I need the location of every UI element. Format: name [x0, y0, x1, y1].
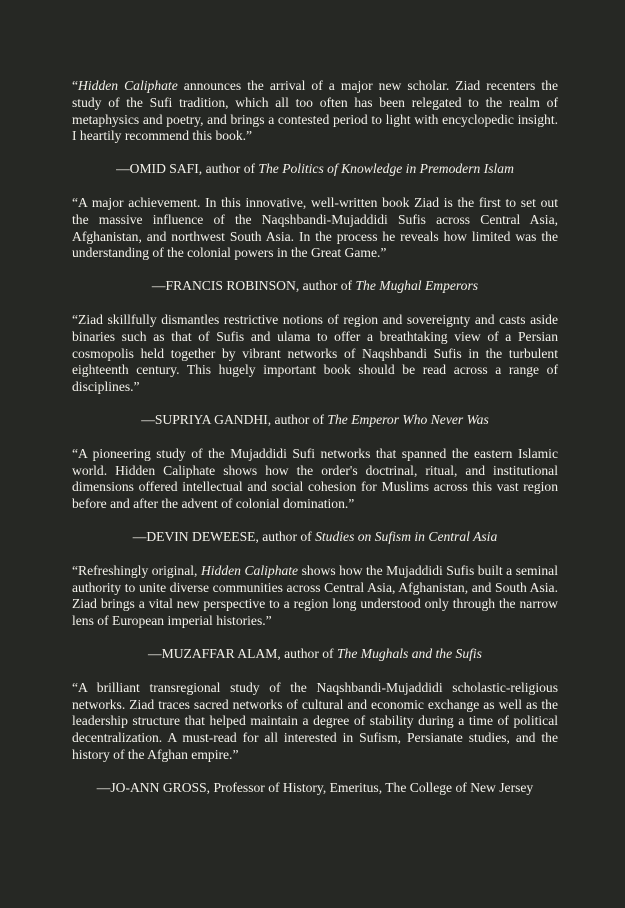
- endorsement-attribution: [72, 780, 558, 797]
- attribution-author: —JO-ANN GROSS, Professor of History, Emeritus, The College of New Jersey: [96, 779, 534, 795]
- endorsement-attribution: [72, 412, 558, 429]
- quote-open: “: [72, 78, 79, 93]
- quote-text: “A major achievement. In this innovative, well-written book Ziad is the first to set out the massive influence of the Naqshbandi-Mujaddidi Sufis across Central Asia, Afghanistan, and northwest South Asia. In the process he reveals how limited was the understanding of the colonial powers in the Great Game.”: [72, 194, 558, 261]
- quote-text: “A pioneering study of the Mujaddidi Sufi networks that spanned the eastern Islamic world. Hidden Caliphate shows how the order's doctrinal, ritual, and institutional dimensions offered intellectual and social cohesion for Muslims across this vast region before and after the advent of colonial domination.”: [72, 445, 558, 512]
- endorsement-attribution: [72, 161, 558, 178]
- endorsement-quote: [72, 195, 558, 262]
- quote-text: shows how the Mujaddidi Sufis built a seminal authority to unite diverse communities across Central Asia, Afghanistan, and South Asia. Ziad brings a vital new perspective to a region long understood only through the narrow lens of European imperial histories.”: [72, 562, 558, 629]
- endorsement-quote: [72, 312, 558, 396]
- attribution-book: The Politics of Knowledge in Premodern Islam: [258, 161, 514, 177]
- attribution-author: —MUZAFFAR ALAM, author of: [148, 645, 337, 661]
- attribution-book: The Mughal Emperors: [355, 278, 479, 294]
- attribution-author: —DEVIN DEWEESE, author of: [132, 528, 316, 544]
- endorsement-quote: [72, 78, 558, 145]
- attribution-author: —OMID SAFI, author of: [116, 161, 259, 177]
- attribution-book: Studies on Sufism in Central Asia: [315, 528, 498, 544]
- quote-text: “Ziad skillfully dismantles restrictive notions of region and sovereignty and casts aside binaries such as that of Sufis and ulama to offer a breathtaking view of a Persian cosmopolis held together by vibrant networks of Naqshbandi Sufis in the turbulent eighteenth century. This hugely important book should be read across a range of disciplines.”: [72, 311, 558, 395]
- quote-book-title: Hidden Caliphate: [78, 78, 178, 93]
- endorsement-attribution: [72, 278, 558, 295]
- quote-text: announces the arrival of a major new scholar. Ziad recenters the study of the Sufi tradition, which all too often has been relegated to the realm of metaphysics and poetry, and brings a contested period to light with encyclopedic insight. I heartily recommend this book.”: [72, 78, 558, 144]
- quote-open: “Refreshingly original,: [72, 562, 201, 578]
- attribution-author: —FRANCIS ROBINSON, author of: [151, 278, 356, 294]
- quote-book-title: Hidden Caliphate: [200, 562, 299, 578]
- attribution-book: The Emperor Who Never Was: [327, 411, 489, 427]
- endorsement-quote: [72, 563, 558, 630]
- quote-text: “A brilliant transregional study of the Naqshbandi-Mujaddidi scholastic-religious networks. Ziad traces sacred networks of cultural and economic exchange as well as the leadership structure that helped maintain a degree of stability during a time of political decentralization. A must-read for all interested in Sufism, Persianate studies, and the history of the Afghan empire.”: [72, 679, 558, 762]
- endorsement-attribution: [72, 646, 558, 663]
- endorsement-quote: [72, 680, 558, 764]
- endorsement-attribution: [72, 529, 558, 546]
- attribution-author: —SUPRIYA GANDHI, author of: [141, 411, 328, 427]
- attribution-book: The Mughals and the Sufis: [336, 645, 482, 661]
- endorsement-quote: [72, 446, 558, 513]
